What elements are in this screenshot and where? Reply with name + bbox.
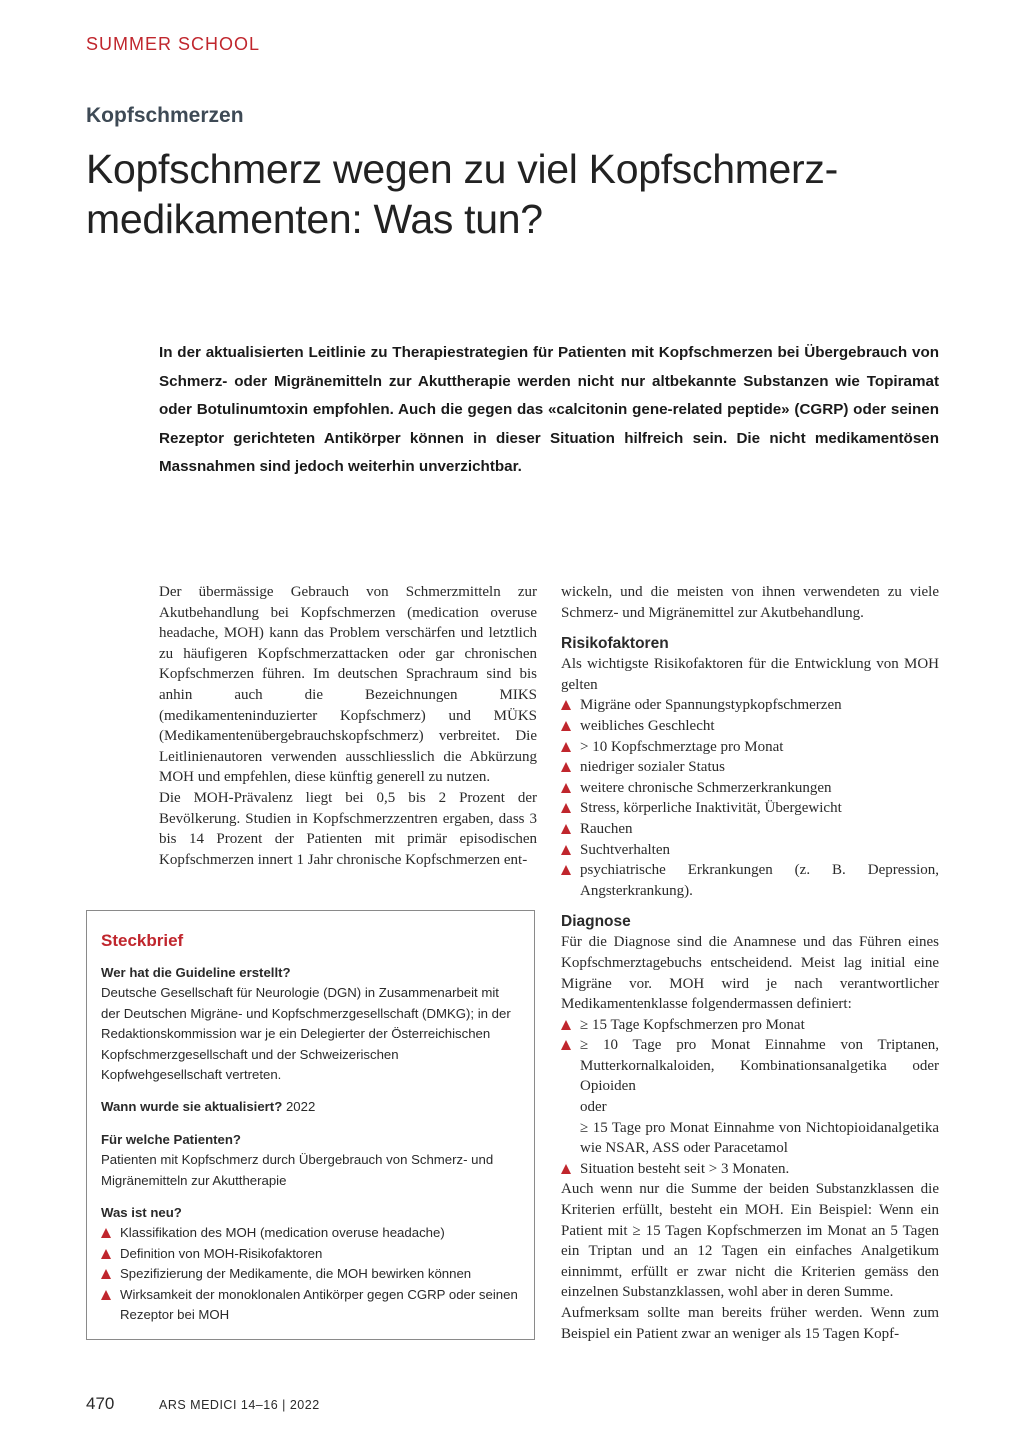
list-item: Spezifizierung der Medikamente, die MOH bewirken können [101, 1264, 520, 1284]
steckbrief-question: Was ist neu? [101, 1205, 182, 1221]
list-item: > 10 Kopfschmerztage pro Monat [561, 737, 939, 758]
list-item: Stress, körperliche Inaktivität, Übergewicht [561, 798, 939, 819]
lead-paragraph: In der aktualisierten Leitlinie zu Therapiestrategien für Patienten mit Kopfschmerzen bei Übergebrauch von Schmerz- oder Migränemitteln zur Akuttherapie werden nicht nur altbekannte Substanzen wie Topiramat oder Botulinumtoxin empfohlen. Auch die gegen das «calcitonin gene-related peptide» (CGRP) oder seinen Rezeptor gerichteten Antikörper können in dieser Situation hilfreich sein. Die nicht medikamentösen Massnahmen sind jedoch weiterhin unverzichtbar. [159, 344, 939, 475]
page-number: 470 [86, 1394, 115, 1413]
column-left [159, 582, 537, 870]
body-paragraph: Der übermässige Gebrauch von Schmerzmitteln zur Akutbehandlung bei Kopfschmerzen (medication overuse headache, MOH) kann das Problem verschärfen und letztlich zu häufigeren Kopfschmerzattacken oder gar chronischen Kopfschmerzen führen. Im deutschen Sprachraum sind bis anhin auch die Bezeichnungen MIKS (medikamenteninduzierter Kopfschmerz) und MÜKS (Medikamentenübergebrauchskopfschmerz) verbreitet. Die Leitlinienautoren verwenden ausschliesslich die Abkürzung MOH und empfehlen, diese künftig generell zu nutzen. [159, 584, 537, 786]
triangle-bullet-icon [561, 845, 571, 855]
triangle-bullet-icon [561, 824, 571, 834]
section-label: SUMMER SCHOOL [86, 34, 261, 54]
list-item: Definition von MOH-Risikofaktoren [101, 1244, 520, 1264]
list-item: Situation besteht seit > 3 Monaten. [561, 1159, 939, 1180]
list-item: Wirksamkeit der monoklonalen Antikörper gegen CGRP oder seinen Rezeptor bei MOH [101, 1285, 520, 1326]
list-item: Klassifikation des MOH (medication overuse headache) [101, 1223, 520, 1243]
body-paragraph: wickeln, und die meisten von ihnen verwendeten zu viele Schmerz- und Migränemittel zur Akutbehandlung. [561, 584, 939, 621]
triangle-bullet-icon [561, 1020, 571, 1030]
list-item: Migräne oder Spannungstypkopfschmerzen [561, 695, 939, 716]
triangle-bullet-icon [561, 783, 571, 793]
steckbrief-block [101, 963, 520, 1085]
steckbrief-list [101, 1223, 520, 1325]
triangle-bullet-icon [561, 721, 571, 731]
risk-list [561, 695, 939, 901]
list-item: Suchtverhalten [561, 840, 939, 861]
triangle-bullet-icon [561, 700, 571, 710]
list-item: niedriger sozialer Status [561, 757, 939, 778]
triangle-bullet-icon [561, 1040, 571, 1050]
steckbrief-box [86, 910, 535, 1340]
steckbrief-answer: Deutsche Gesellschaft für Neurologie (DGN) in Zusammenarbeit mit der Deutschen Migräne- und Kopfschmerzgesellschaft (DMKG); in der Redaktionskommission war je ein Delegierter der Österreichischen Kopfschmerzgesellschaft und der Schweizerischen Kopfwehgesellschaft vertreten. [101, 985, 511, 1083]
list-item: Rauchen [561, 819, 939, 840]
triangle-bullet-icon [101, 1269, 111, 1279]
triangle-bullet-icon [561, 1164, 571, 1174]
list-item: ≥ 10 Tage pro Monat Einnahme von Triptanen, Mutterkornalkaloiden, Kombinationsanalgetika oder Opioiden [561, 1035, 939, 1097]
list-item: ≥ 15 Tage Kopfschmerzen pro Monat [561, 1015, 939, 1036]
triangle-bullet-icon [101, 1290, 111, 1300]
journal-label: ARS MEDICI 14–16 | 2022 [159, 1398, 320, 1412]
triangle-bullet-icon [561, 762, 571, 772]
steckbrief-block [101, 1203, 520, 1325]
section-heading-risikofaktoren: Risikofaktoren [561, 635, 669, 653]
steckbrief-answer: 2022 [285, 1099, 316, 1115]
triangle-bullet-icon [561, 865, 571, 875]
steckbrief-title: Steckbrief [101, 931, 184, 950]
triangle-bullet-icon [101, 1249, 111, 1259]
risk-intro: Als wichtigste Risikofaktoren für die Entwicklung von MOH gelten [561, 656, 939, 693]
diagnosis-intro: Für die Diagnose sind die Anamnese und das Führen eines Kopfschmerztagebuchs entscheidend. Meist lag initial eine Migräne vor. MOH wird je nach verantwortlicher Medikamentenklasse folgendermassen definiert: [561, 934, 939, 1013]
steckbrief-question: Wann wurde sie aktualisiert? [101, 1099, 283, 1115]
diagnosis-alt: ≥ 15 Tage pro Monat Einnahme von Nichtopioidanalgetika wie NSAR, ASS oder Paracetamol [580, 1119, 939, 1157]
triangle-bullet-icon [561, 803, 571, 813]
triangle-bullet-icon [101, 1228, 111, 1238]
body-paragraph: Auch wenn nur die Summe der beiden Substanzklassen die Kriterien erfüllt, besteht ein MOH. Ein Beispiel: Wenn ein Patient mit ≥ 15 Tagen Kopfschmerzen im Monat an 5 Tagen ein Triptan und an 12 Tagen ein einfaches Analgetikum einnimmt, erfüllt er zwar nicht die Kriterien gemäss den einzelnen Substanzklassen, wohl aber in deren Summe. [561, 1181, 939, 1301]
list-item: weibliches Geschlecht [561, 716, 939, 737]
diagnosis-list [561, 1015, 939, 1097]
page-title: Kopfschmerz wegen zu viel Kopfschmerzmedikamenten: Was tun? [86, 146, 839, 242]
body-paragraph: Die MOH-Prävalenz liegt bei 0,5 bis 2 Prozent der Bevölkerung. Studien in Kopfschmerzzentren ergaben, dass 3 bis 14 Prozent der Patienten mit primär episodischen Kopfschmerzen innert 1 Jahr chronische Kopfschmerzen ent- [159, 789, 537, 868]
steckbrief-question: Wer hat die Guideline erstellt? [101, 965, 291, 980]
topic-label: Kopfschmerzen [86, 104, 244, 127]
diagnosis-list-end [561, 1159, 939, 1180]
diagnosis-or: oder [580, 1099, 607, 1116]
list-item: weitere chronische Schmerzerkrankungen [561, 778, 939, 799]
column-right [561, 582, 939, 1344]
steckbrief-answer: Patienten mit Kopfschmerz durch Übergebrauch von Schmerz- und Migränemitteln zur Akuttherapie [101, 1152, 494, 1188]
steckbrief-block [101, 1130, 520, 1191]
steckbrief-block [101, 1097, 520, 1117]
section-heading-diagnose: Diagnose [561, 913, 631, 931]
list-item: psychiatrische Erkrankungen (z. B. Depression, Angsterkrankung). [561, 860, 939, 901]
steckbrief-question: Für welche Patienten? [101, 1131, 241, 1147]
triangle-bullet-icon [561, 742, 571, 752]
body-paragraph: Aufmerksam sollte man bereits früher werden. Wenn zum Beispiel ein Patient zwar an weniger als 15 Tagen Kopf- [561, 1305, 939, 1342]
